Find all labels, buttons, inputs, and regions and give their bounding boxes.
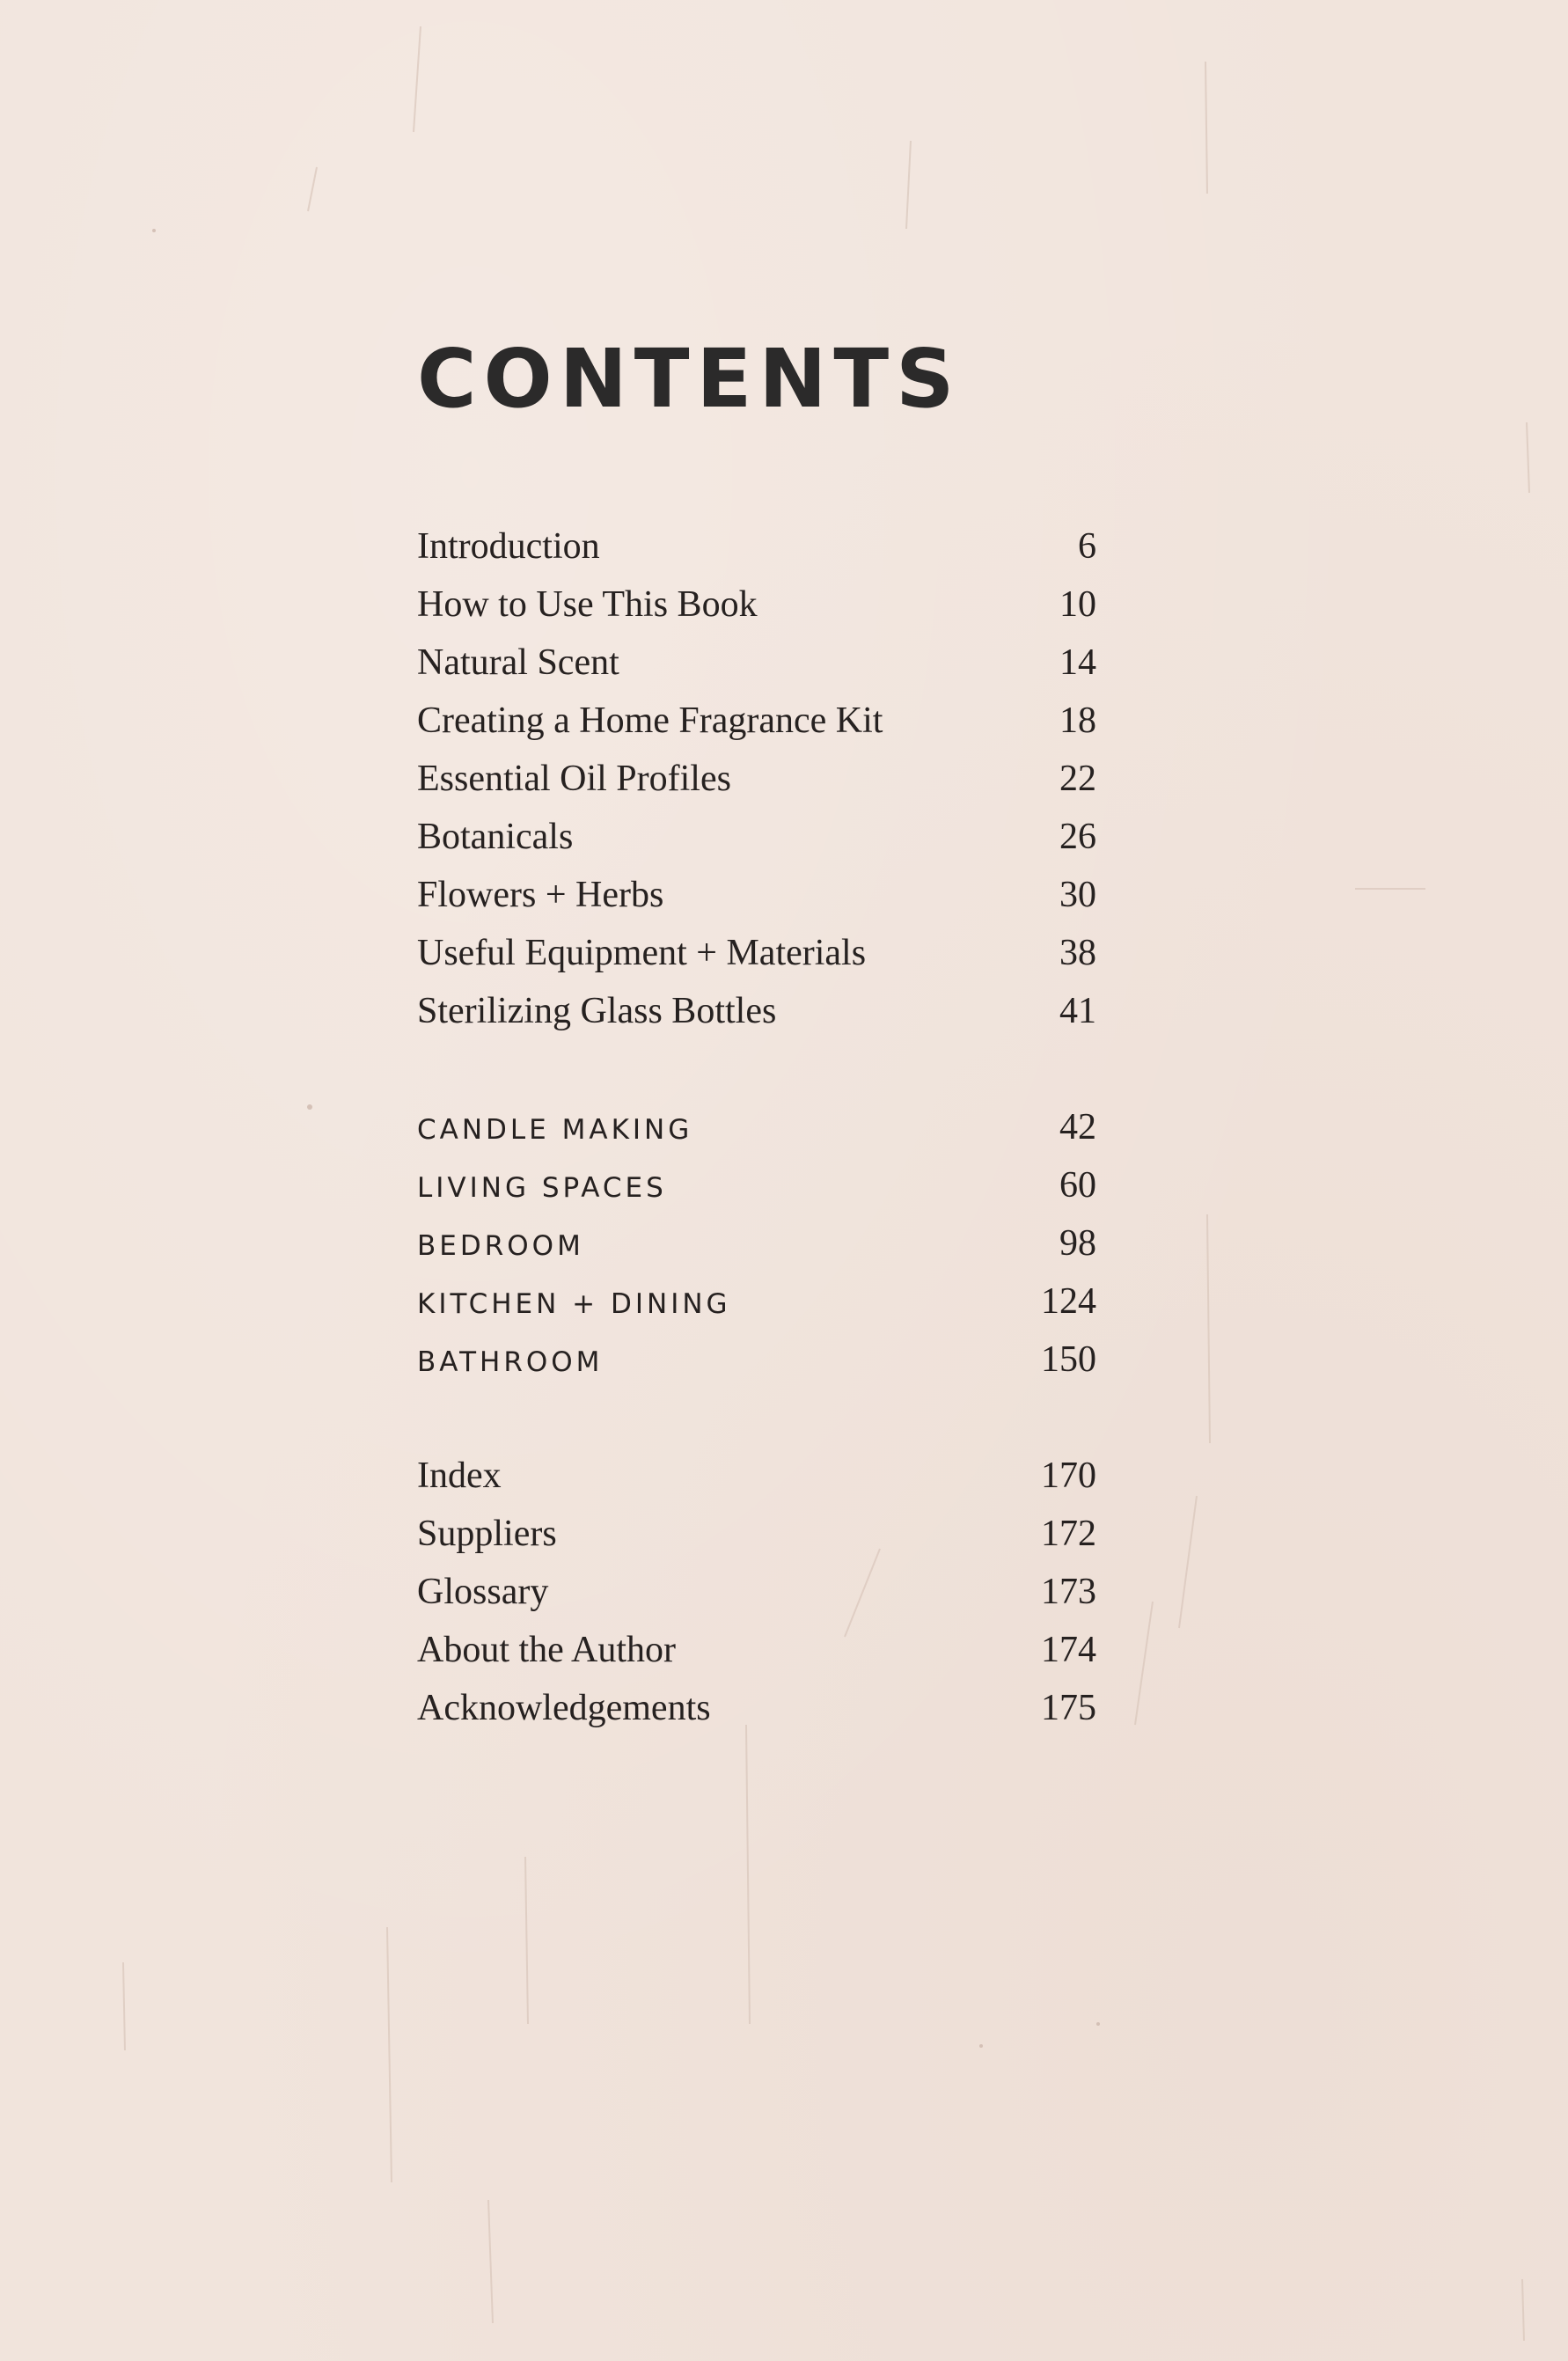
toc-entry-label: Introduction (417, 526, 600, 567)
toc-entry (417, 692, 1096, 750)
toc-entry-label: Acknowledgements (417, 1688, 711, 1728)
toc-entry-label: Useful Equipment + Materials (417, 933, 867, 973)
toc-entry-page: 14 (1059, 642, 1096, 683)
toc-entry (417, 1679, 1096, 1737)
toc-entry-label: Flowers + Herbs (417, 875, 664, 915)
toc-entry (417, 1563, 1096, 1621)
toc-chapter-label: LIVING SPACES (417, 1172, 667, 1204)
toc-entry-label: About the Author (417, 1630, 676, 1670)
toc-entry-page: 18 (1059, 700, 1096, 741)
toc-entry-label: Suppliers (417, 1514, 557, 1554)
toc-entry (417, 634, 1096, 692)
toc-entry-page: 26 (1059, 817, 1096, 857)
table-of-contents (417, 517, 1096, 1737)
toc-entry-page: 10 (1059, 584, 1096, 625)
toc-entry (417, 924, 1096, 982)
toc-entry-page: 170 (1041, 1455, 1096, 1496)
toc-chapter-label: KITCHEN + DINING (417, 1288, 731, 1320)
toc-entry-label: Glossary (417, 1572, 549, 1612)
toc-entry-page: 41 (1059, 991, 1096, 1031)
toc-entry-label: Essential Oil Profiles (417, 759, 731, 799)
toc-entry (417, 576, 1096, 634)
toc-entry (417, 866, 1096, 924)
toc-entry-page: 42 (1059, 1107, 1096, 1148)
toc-entry-label: Botanicals (417, 817, 574, 857)
toc-entry-page: 150 (1041, 1339, 1096, 1380)
toc-entry-label: Index (417, 1455, 502, 1496)
toc-entry (417, 1621, 1096, 1679)
toc-entry-page: 6 (1078, 526, 1096, 567)
toc-group-back-matter (417, 1447, 1096, 1737)
toc-entry-page: 124 (1041, 1281, 1096, 1322)
toc-entry (417, 808, 1096, 866)
toc-entry-label: How to Use This Book (417, 584, 758, 625)
toc-chapter-label: BATHROOM (417, 1346, 604, 1378)
toc-entry (417, 1505, 1096, 1563)
toc-entry (417, 750, 1096, 808)
toc-entry (417, 1447, 1096, 1505)
toc-entry-page: 38 (1059, 933, 1096, 973)
toc-entry (417, 517, 1096, 576)
toc-chapter-label: BEDROOM (417, 1230, 584, 1262)
toc-chapter-entry (417, 1214, 1096, 1272)
toc-entry-page: 60 (1059, 1165, 1096, 1206)
toc-entry-page: 174 (1041, 1630, 1096, 1670)
page-title: CONTENTS (417, 332, 962, 426)
toc-entry-page: 22 (1059, 759, 1096, 799)
toc-group-chapters (417, 1098, 1096, 1389)
toc-entry-label: Creating a Home Fragrance Kit (417, 700, 883, 741)
toc-entry-page: 98 (1059, 1223, 1096, 1264)
toc-chapter-label: CANDLE MAKING (417, 1114, 693, 1146)
toc-chapter-entry (417, 1156, 1096, 1214)
toc-entry (417, 982, 1096, 1040)
toc-chapter-entry (417, 1331, 1096, 1389)
toc-group-front-matter (417, 517, 1096, 1040)
toc-entry-page: 173 (1041, 1572, 1096, 1612)
toc-entry-page: 30 (1059, 875, 1096, 915)
toc-chapter-entry (417, 1098, 1096, 1156)
toc-entry-page: 172 (1041, 1514, 1096, 1554)
toc-entry-page: 175 (1041, 1688, 1096, 1728)
toc-chapter-entry (417, 1272, 1096, 1331)
toc-entry-label: Sterilizing Glass Bottles (417, 991, 777, 1031)
toc-entry-label: Natural Scent (417, 642, 619, 683)
